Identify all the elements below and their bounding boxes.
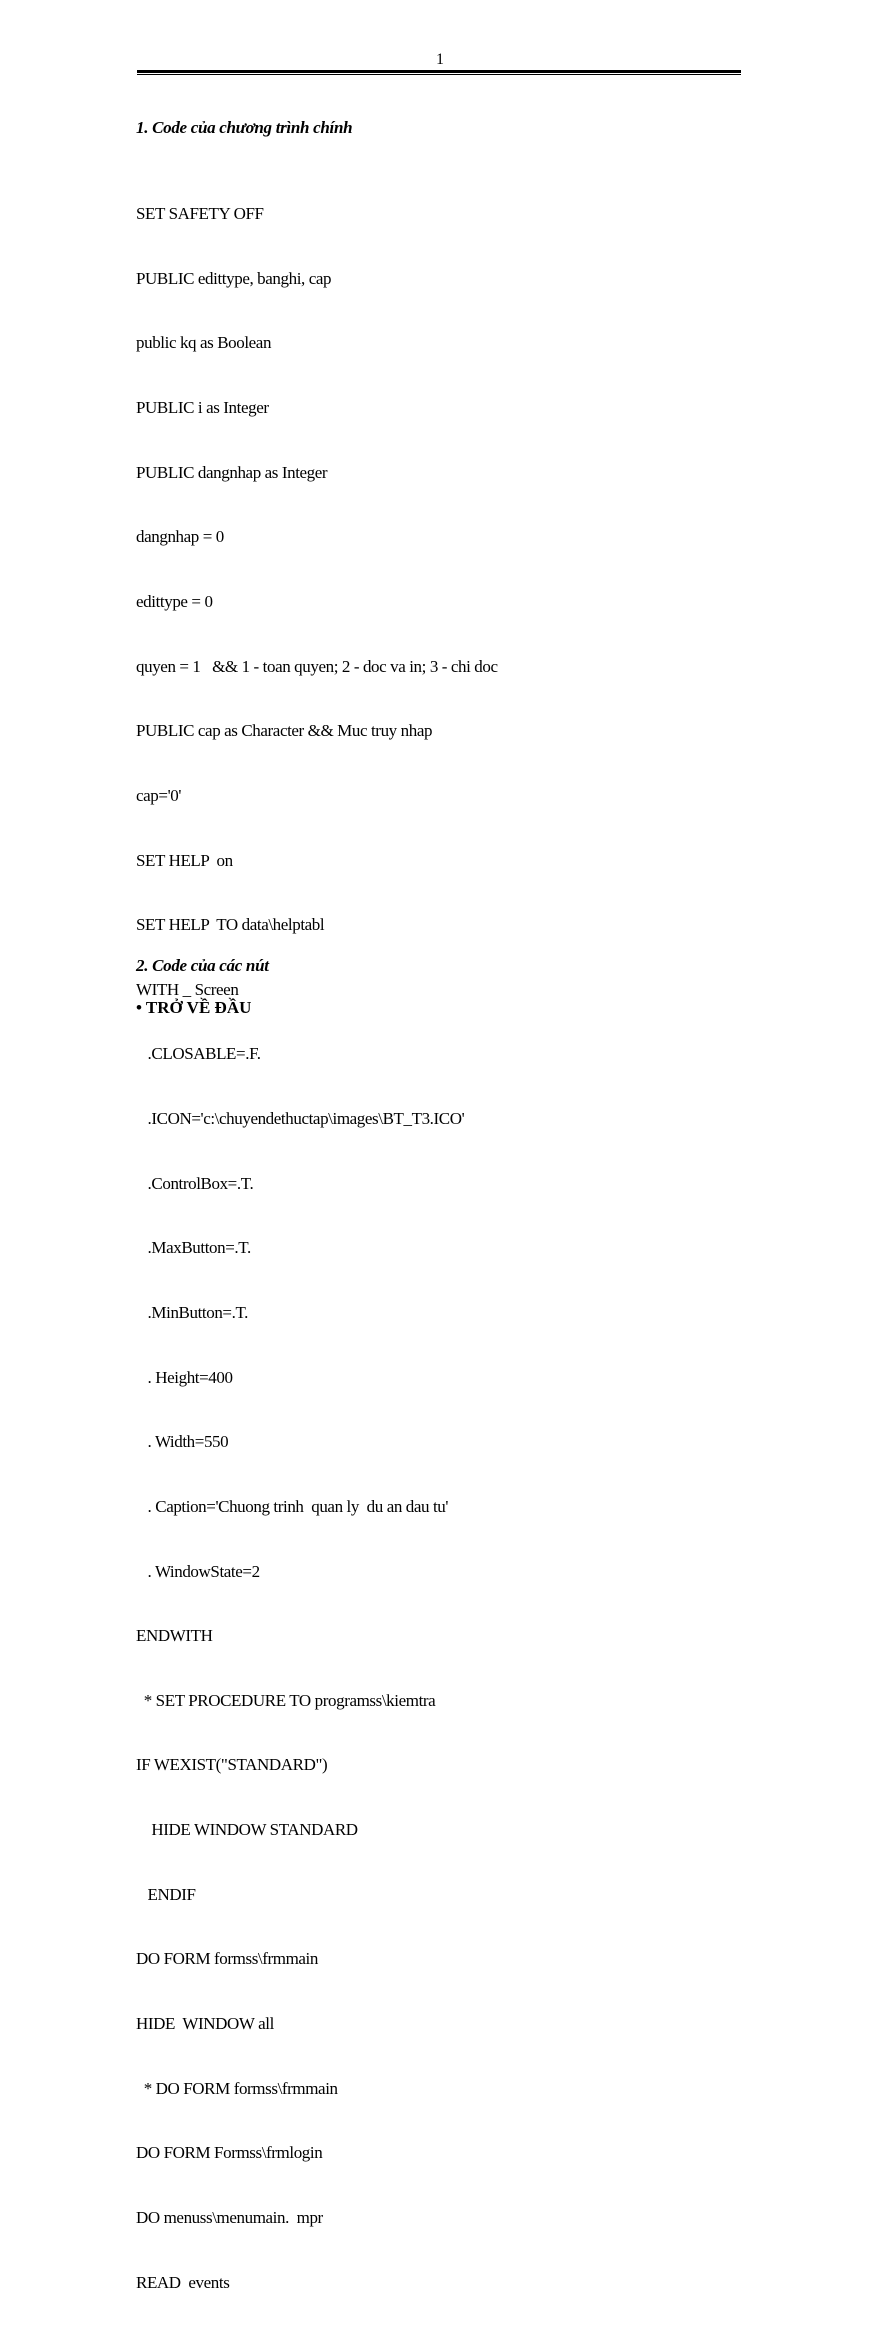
code-line: WITH _ Screen (136, 979, 239, 999)
code-line: DO menuss\menumain. mpr (136, 2207, 323, 2227)
code-line: PUBLIC edittype, banghi, cap (136, 268, 332, 288)
code-line: * DO FORM formss\frmmain (136, 2078, 338, 2098)
code-line: . Caption='Chuong trinh quan ly du an dau tu' (136, 1496, 449, 1516)
code-line: HIDE WINDOW all (136, 2014, 274, 2034)
code-block (136, 160, 756, 2336)
code-line: ENDIF (136, 1884, 196, 1904)
code-line: SET HELP on (136, 850, 233, 870)
code-line: .MinButton=.T. (136, 1302, 249, 1322)
code-line: HIDE WINDOW STANDARD (136, 1820, 358, 1840)
section-1 (136, 117, 756, 2336)
code-line: .ControlBox=.T. (136, 1173, 254, 1193)
code-line: .MaxButton=.T. (136, 1238, 251, 1258)
code-line: IF WEXIST("STANDARD") (136, 1755, 328, 1775)
code-line: DO FORM formss\frmmain (136, 1949, 318, 1969)
section-2 (136, 955, 269, 977)
code-line: .ICON='c:\chuyendethuctap\images\BT_T3.ICO' (136, 1109, 465, 1129)
code-line: public kq as Boolean (136, 333, 272, 353)
code-line: . Width=550 (136, 1432, 229, 1452)
code-line: PUBLIC i as Integer (136, 398, 269, 418)
code-line: . WindowState=2 (136, 1561, 260, 1581)
code-line: dangnhap = 0 (136, 527, 224, 547)
page-number: 1 (436, 51, 444, 68)
code-line: edittype = 0 (136, 591, 213, 611)
section-1-heading: 1. Code của chương trình chính (136, 118, 353, 137)
header-rule-thin-line (137, 74, 741, 75)
bullet-item-tro-ve-dau: • TRỞ VỀ ĐẦU (136, 998, 252, 1017)
code-line: SET HELP TO data\helptabl (136, 915, 325, 935)
code-line: SET SAFETY OFF (136, 204, 264, 224)
code-line: .CLOSABLE=.F. (136, 1044, 261, 1064)
section-2-heading: 2. Code của các nút (136, 956, 269, 975)
code-line: . Height=400 (136, 1367, 233, 1387)
code-line: quyen = 1 && 1 - toan quyen; 2 - doc va in; 3 - chi doc (136, 656, 498, 676)
code-line: ENDWITH (136, 1626, 213, 1646)
code-line: PUBLIC dangnhap as Integer (136, 462, 328, 482)
code-line: cap='0' (136, 785, 182, 805)
header-rule (137, 70, 741, 75)
code-line: PUBLIC cap as Character && Muc truy nhap (136, 721, 433, 741)
code-line: DO FORM Formss\frmlogin (136, 2143, 323, 2163)
code-line: READ events (136, 2272, 230, 2292)
code-line: * SET PROCEDURE TO programss\kiemtra (136, 1690, 436, 1710)
